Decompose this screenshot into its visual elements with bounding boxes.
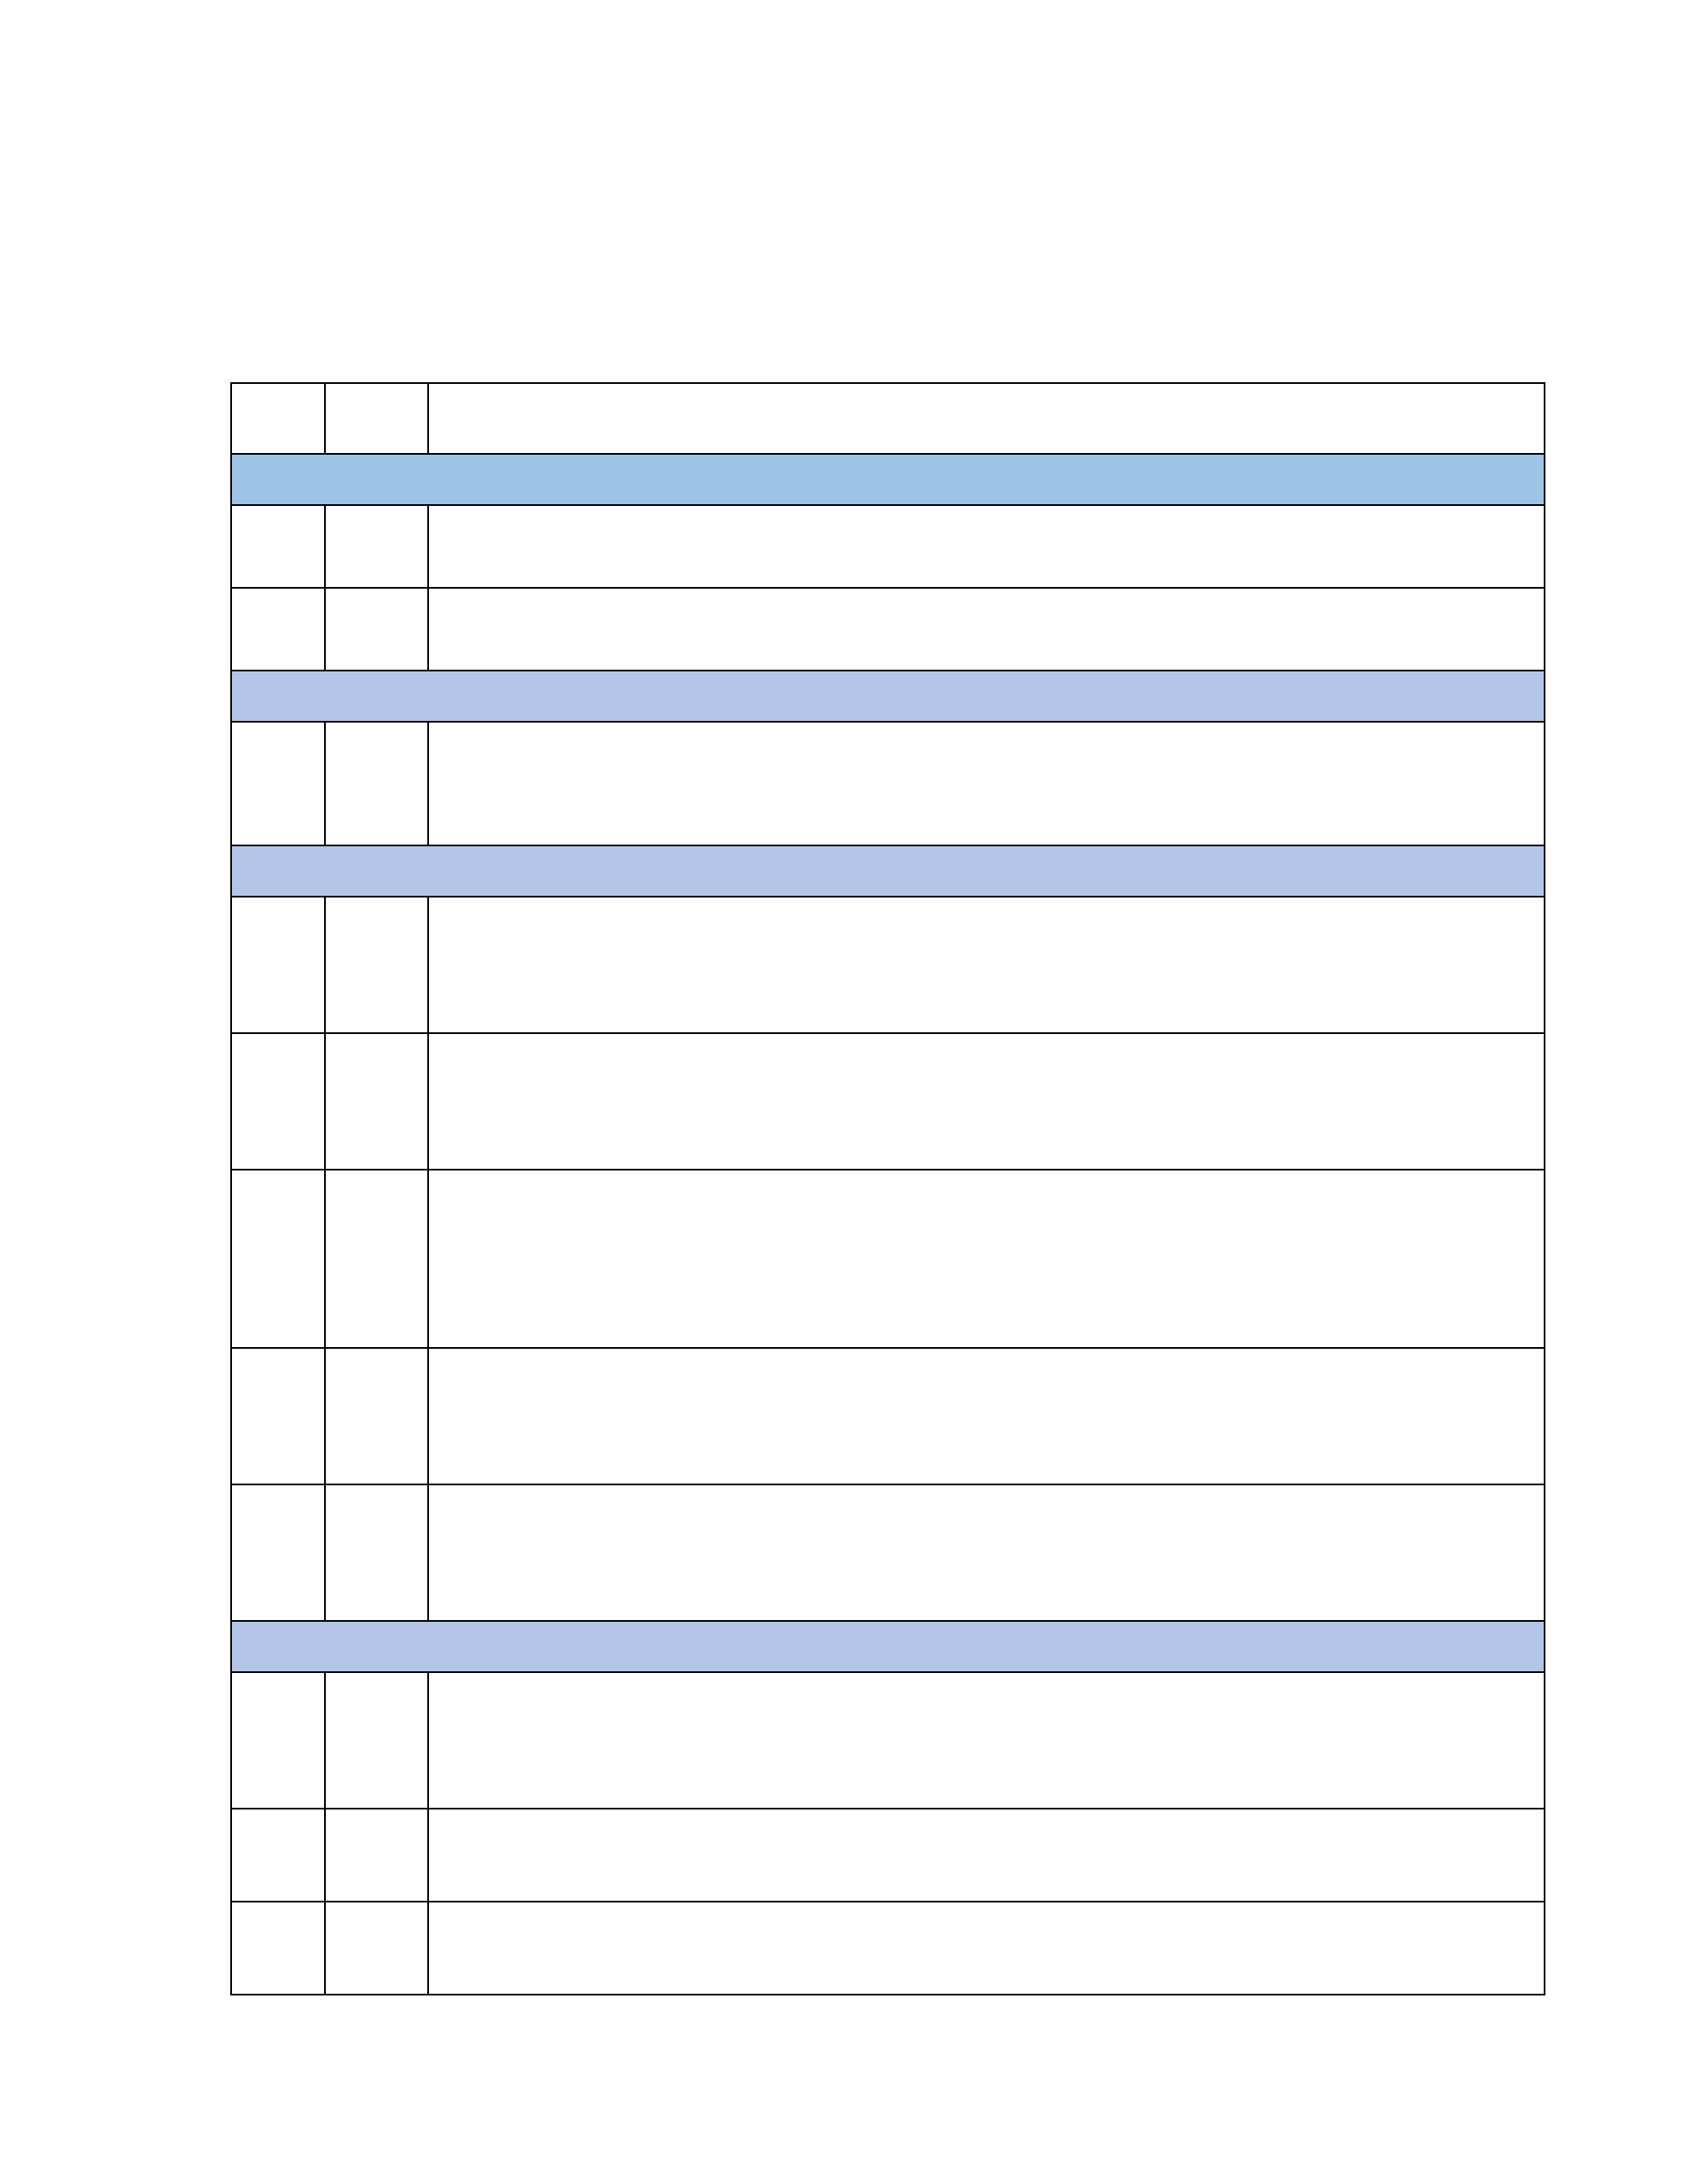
header-num [231,383,325,454]
top-band-row [231,454,1545,505]
table-row [231,1348,1545,1484]
row-rapport [325,1033,428,1170]
row-titre [428,1033,1545,1170]
row-rapport [325,505,428,588]
table-row [231,1033,1545,1170]
row-titre [428,505,1545,588]
row-rapport [325,722,428,845]
table-row [231,1672,1545,1809]
row-num [231,505,325,588]
row-num [231,1672,325,1809]
row-titre [428,1809,1545,1902]
row-num [231,897,325,1033]
row-num [231,1809,325,1902]
row-num [231,1348,325,1484]
header-rapport [325,383,428,454]
table-row [231,1170,1545,1348]
section-label [231,1621,1545,1672]
section-label [231,845,1545,897]
table-row [231,1484,1545,1621]
row-num [231,1902,325,1995]
agenda-table [230,382,1545,1995]
row-titre [428,1902,1545,1995]
row-titre [428,722,1545,845]
row-rapport [325,1170,428,1348]
row-rapport [325,588,428,671]
row-titre [428,1484,1545,1621]
row-titre [428,1672,1545,1809]
row-titre [428,588,1545,671]
row-num [231,722,325,845]
row-num [231,1484,325,1621]
row-titre [428,1170,1545,1348]
header-titre [428,383,1545,454]
table-row [231,1902,1545,1995]
row-rapport [325,1484,428,1621]
table-row [231,1809,1545,1902]
table-row [231,722,1545,845]
table-row [231,505,1545,588]
row-rapport [325,1809,428,1902]
section-row [231,671,1545,722]
row-rapport [325,1672,428,1809]
row-rapport [325,897,428,1033]
table-row [231,588,1545,671]
table-header-row [231,383,1545,454]
table-row [231,897,1545,1033]
section-label [231,671,1545,722]
top-band [231,454,1545,505]
row-num [231,1033,325,1170]
row-rapport [325,1902,428,1995]
section-row [231,845,1545,897]
row-titre [428,1348,1545,1484]
row-rapport [325,1348,428,1484]
section-row [231,1621,1545,1672]
row-titre [428,897,1545,1033]
row-num [231,588,325,671]
row-num [231,1170,325,1348]
